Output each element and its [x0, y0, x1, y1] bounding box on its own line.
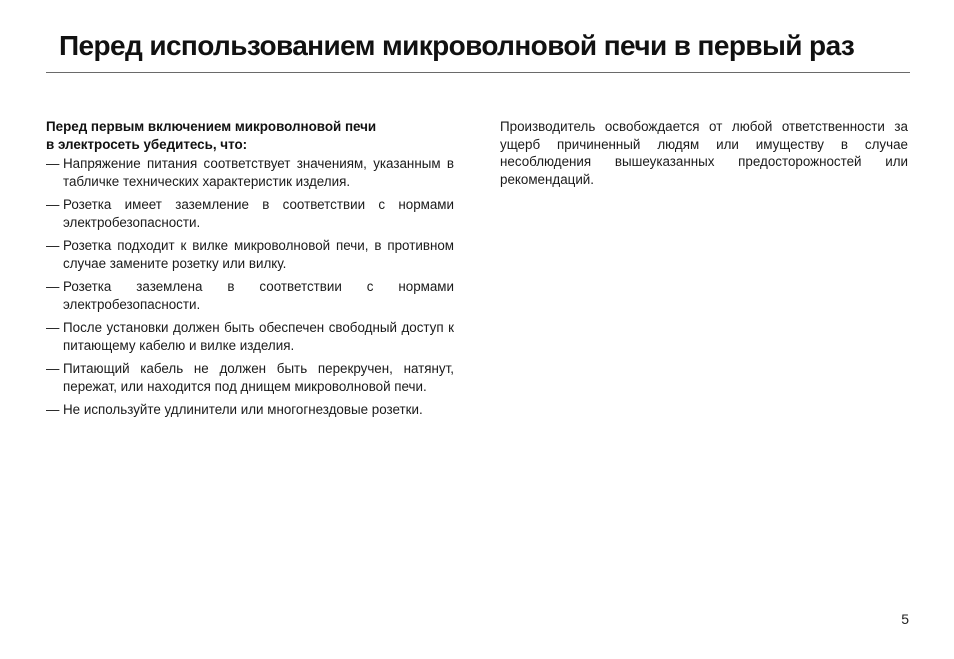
- list-dash: —: [46, 197, 60, 212]
- disclaimer-column: [500, 118, 908, 188]
- requirements-column: [46, 118, 454, 425]
- list-dash: —: [46, 156, 60, 171]
- list-item: [46, 237, 454, 272]
- page-number: 5: [901, 611, 909, 627]
- list-dash: —: [46, 320, 60, 335]
- list-item-text: Не используйте удлинители или многогнездовые розетки.: [63, 402, 423, 417]
- list-item-text: Розетка подходит к вилке микроволновой печи, в противном случае замените розетку или вилку.: [63, 238, 454, 271]
- title-divider: [46, 72, 910, 73]
- list-item-text: Розетка заземлена в соответствии с нормами электробезопасности.: [63, 279, 454, 312]
- list-item: [46, 196, 454, 231]
- disclaimer-text: Производитель освобождается от любой ответственности за ущерб причиненный людям или имуществу в случае несоблюдения вышеуказанных предосторожностей или рекомендаций.: [500, 119, 908, 187]
- list-item-text: Питающий кабель не должен быть перекручен, натянут, пережат, или находится под днищем микроволновой печи.: [63, 361, 454, 394]
- list-item-text: Розетка имеет заземление в соответствии с нормами электробезопасности.: [63, 197, 454, 230]
- requirements-heading-line-1: Перед первым включением микроволновой печи: [46, 119, 377, 134]
- list-dash: —: [46, 238, 60, 253]
- list-dash: —: [46, 361, 60, 376]
- list-item: [46, 360, 454, 395]
- list-item: [46, 278, 454, 313]
- list-dash: —: [46, 402, 60, 417]
- requirements-heading-line-2: в электросеть убедитесь, что:: [46, 136, 248, 152]
- page-title: Перед использованием микроволновой печи в первый раз: [59, 30, 855, 61]
- list-item: [46, 155, 454, 190]
- requirements-list: [46, 155, 454, 419]
- list-item-text: После установки должен быть обеспечен свободный доступ к питающему кабелю и вилке изделия.: [63, 320, 454, 353]
- list-dash: —: [46, 279, 60, 294]
- requirements-heading: [46, 118, 454, 153]
- list-item: [46, 401, 454, 419]
- list-item-text: Напряжение питания соответствует значениям, указанным в табличке технических характеристик изделия.: [63, 156, 454, 189]
- list-item: [46, 319, 454, 354]
